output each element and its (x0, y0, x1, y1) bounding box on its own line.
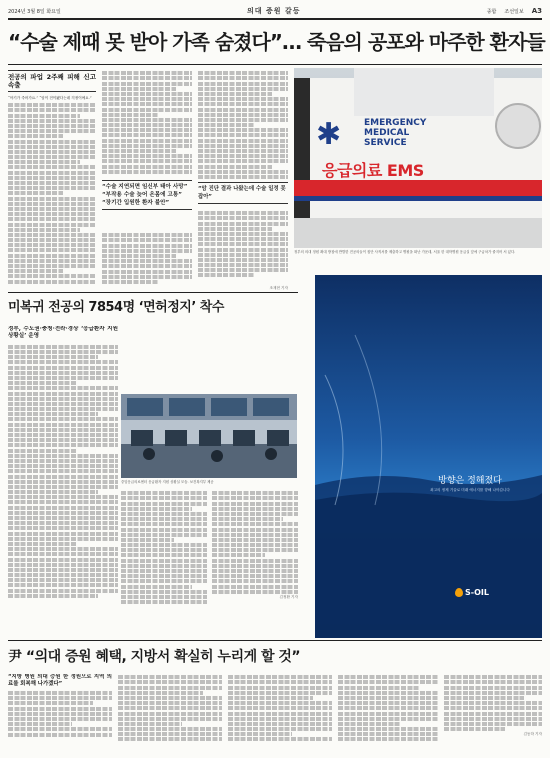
story1-column-1 (8, 70, 96, 292)
ad-copy: 최고의 정제 기술로 미래 에너지를 향해 나아갑니다 (430, 488, 510, 492)
story2-byline: 김정환 기자 (279, 594, 298, 599)
main-headline: “수술 제때 못 받아 가족 숨졌다”… 죽음의 공포와 마주한 환자들 (8, 30, 545, 54)
paper-name: 조선일보 (504, 8, 524, 15)
ambulance-caption: 정부의 의대 정원 확대 방침에 반발한 전공의들이 집단 사직서를 제출하고 병원을 떠난 가운데, 서울 한 대학병원 응급실 앞에 구급차가 줄지어 서 있다. (294, 250, 516, 254)
story3-byline: 김동하 기자 (523, 732, 542, 737)
section-title: 의대 증원 갈등 (247, 7, 301, 15)
situation-room-caption: 중앙응급의료센터 응급환자 지원 상황실 모습. 보건복지부 제공 (121, 480, 214, 484)
story1-pullquote-2: “암 진단 결과 나왔는데 수술 일정 못 잡아” (198, 182, 288, 204)
s-oil-advertisement[interactable] (315, 275, 542, 638)
story3-column-3 (228, 674, 332, 752)
bottom-divider (8, 640, 542, 641)
story3-headline: 尹 “의대 증원 혜택, 지방서 확실히 누리게 할 것” (8, 649, 301, 665)
story2-column-2 (121, 490, 207, 636)
story2-column-3 (212, 490, 298, 636)
oil-drop-icon (455, 588, 463, 597)
ambulance-photo (294, 68, 542, 248)
story3-subhead: “지방 병원 의대 증원 한 정원으로 지역 의료를 회복해 나가겠다” (8, 674, 112, 687)
story2-subhead: 정부, 수도권·충청·전라·경상 ‘응급환자 지원 상황실’ 운영 (8, 326, 118, 340)
story2-column-1 (8, 326, 118, 636)
ambulance-sign: EMERGENCY MEDICAL SERVICE (364, 118, 427, 148)
header-rule (8, 18, 542, 20)
ad-seascape-illustration (315, 275, 542, 638)
star-of-life-icon: ✱ (316, 117, 342, 152)
story3-column-4 (338, 674, 438, 752)
issue-date: 2024년 3월 8일 화요일 (8, 8, 61, 15)
story3-column-1 (8, 674, 112, 752)
edition-label: 종합 (486, 8, 497, 15)
story1-column-2-lower (102, 232, 192, 292)
page-header (8, 5, 542, 17)
page-number: A3 (531, 7, 542, 15)
story1-pullquote: “수술 지연되면 임신부 태아 사망” “부작용 수술 늦어 온몸에 고통” “장기간 입원한 환자 불안” (102, 180, 192, 210)
situation-room-photo (121, 394, 297, 478)
story3-column-2 (118, 674, 222, 752)
ad-title: 방향은 정해졌다 (438, 476, 502, 486)
section-divider (8, 292, 298, 293)
office-illustration (121, 394, 297, 478)
headline-rule (8, 64, 542, 65)
story3-column-5 (444, 674, 542, 752)
story1-byline: 조재현 기자 (269, 286, 288, 290)
ambulance-korean-sign: 응급의료 EMS (322, 161, 424, 180)
story2-headline: 미복귀 전공의 7854명 ‘면허정지’ 착수 (8, 300, 224, 315)
story1-subhead: 전공의 파업 2주째 피해 신고 속출 (8, 70, 96, 92)
story1-lead-quote: “아기가 죽어가요.” “암이 전이됐다는데 걱정이에요.” (8, 96, 92, 100)
s-oil-logo: S-OIL (455, 588, 489, 597)
story1-column-3-lower (198, 210, 288, 292)
